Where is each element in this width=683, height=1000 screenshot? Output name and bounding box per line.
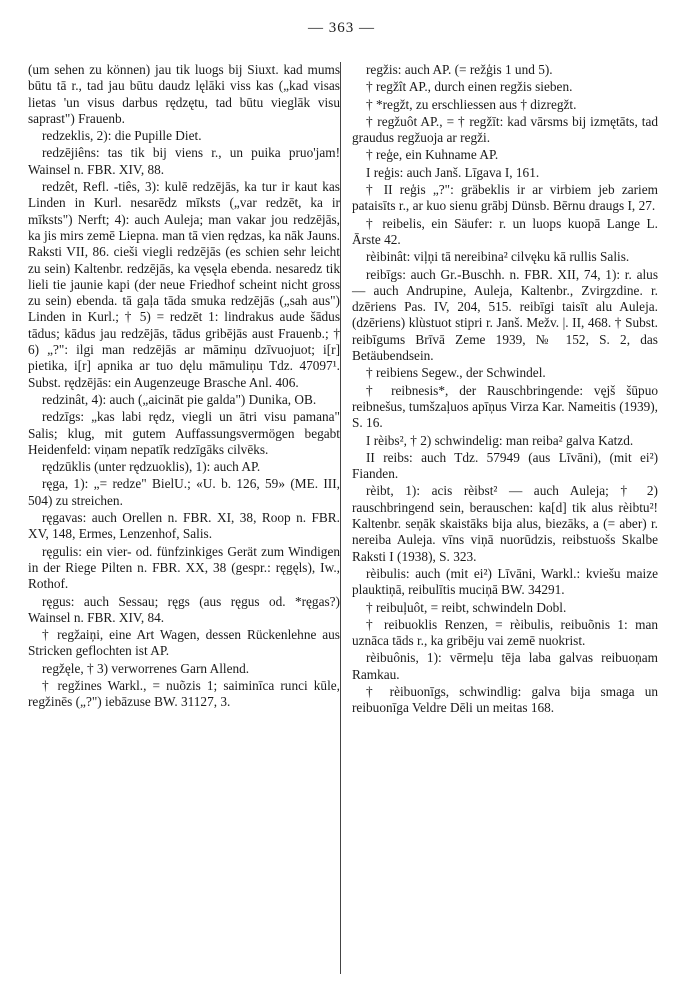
dictionary-entry: redzinât, 4): auch („aicināt pie galda") Dunika, OB.	[42, 391, 317, 407]
dictionary-entry: ręgus: auch Sessau; ręgs (aus ręgus od. *ręgas?) Wainsel n. FBR. XIV, 84.	[28, 593, 340, 625]
dictionary-entry: † reibnesis*, der Rauschbringende: vęjš šūpuo reibnešus, tumšzaļuos apīņus Virza Kar. Nameitis (1939), S. 16.	[352, 382, 658, 431]
dictionary-entry: redzeklis, 2): die Pupille Diet.	[42, 128, 202, 144]
dictionary-entry: regžęle, † 3) verworrenes Garn Allend.	[42, 660, 250, 676]
dictionary-entry: rędzūklis (unter rędzuoklis), 1): auch AP.	[42, 459, 261, 475]
dictionary-entry: † reibuoklis Renzen, = rèibulis, reibuõnis 1: man uznāca tāds r., ka gribēju vai zemē nuokrist.	[352, 616, 658, 649]
dictionary-entry: (um sehen zu können) jau tik luogs bij Siuxt. kad mums būtu tā r., tad jau būtu daudz lęlāki viss kas („kad visas lietas 'un visus darbus rędzętu, tad būtu vieglāk visu saprast") Frauenb.	[28, 62, 340, 126]
dictionary-entry: ręgulis: ein vier- od. fünfzinkiges Gerät zum Windigen in der Riege Pilten n. FBR. XX, 38 (gespr.: ręgęls), Iw., Rothof.	[28, 543, 340, 592]
dictionary-entry: rèibinât: viļņi tā nereibina² cilvęku kā rullis Salis.	[366, 249, 630, 265]
dictionary-entry: rèibt, 1): acis rèibst² — auch Auleja; † 2) rauschbringend sein, berauschen: ka[d] tik alus rèibtu²! Kaltenbr. seņāk skaistāks bija alus, biezāks, a (= aber) r. nereiba Auleja. vīns viņā nuorūdzis, reibstuošs Skalbe Raksti I (1938), S. 323.	[352, 483, 658, 564]
dictionary-entry: † reibelis, ein Säufer: r. un luops kuopā Lange L. Ārste 42.	[352, 215, 658, 247]
dictionary-entry: reibīgs: auch Gr.-Buschh. n. FBR. XII, 74, 1): r. alus — auch Andrupine, Auleja, Kaltenbr., Zvirgzdine. r. dzēriens Pas. IV, 204, 515. reibīgi taisīt alu Auleja. (dzēriens) klùstuot stipri r. Janš. Mežv. |. II, 468. † Subst. reibīgums Brīvā Zeme 1939, № 152, S. 2, das Betäubendsein.	[352, 266, 658, 364]
dictionary-entry: † reibuļuôt, = reibt, schwindeln Dobl.	[366, 599, 567, 615]
dictionary-entry: regžis: auch AP. (= režģis 1 und 5).	[366, 62, 553, 77]
dictionary-entry: † rèibuonīgs, schwindlig: galva bija smaga un reibuonīga Veldre Dēli un meitas 168.	[352, 683, 658, 716]
dictionary-entry: † II reģis „?": gräbeklis ir ar virbiem jeb zariem pataisīts r., ar kuo sienu grābj Dünsb. Bērnu draugs I, 27.	[352, 182, 658, 214]
dictionary-entry: rèibuônis, 1): vērmeļu tēja laba galvas reibuoņam Ramkau.	[352, 650, 658, 682]
dictionary-entry: † regžines Warkl., = nuõzis 1; saiminīca runci kūle, regžinēs („?") iebāzuse BW. 31127, 3.	[28, 677, 340, 710]
dictionary-entry: ręga, 1): „= redze" BielU.; «U. b. 126, 59» (ME. III, 504) zu streichen.	[28, 476, 340, 508]
dictionary-entry: redzējiêns: tas tik bij viens r., un puika pruo'jam! Wainsel n. FBR. XIV, 88.	[28, 145, 340, 177]
dictionary-entry: I reģis: auch Janš. Līgava I, 161.	[366, 164, 540, 180]
dictionary-entry: redzêt, Refl. -tiês, 3): kulē redzējās, ka tur ir kaut kas Linden in Kurl. nesarēdz mīksts („var redzēt, ka ir mīksts") Nerft; 4): auch Auleja; man vakar jou redzējās, ka jis mirs zemē Liepna. man tā vien rędzas, ka nāk Jauns. Raksti VII, 86. cieši viegli redzējās (es schien sehr leicht zu sein) Kaltenbr. redzējās, ka vęsęla ebenda. nesaredz tik lieli tie jaunie kapi (der neue Friedhof scheint nicht gross zu sein) ebenda. tā gaļa tāda smuka redzējās („sah aus") Linden in Kurl.; † 5) = redzēt 1: lindrakus aude šādus tādus; kādus jau redzējās, tādus gribējās aust Frauenb.; † 6) „?": ilgi man redzējās ar māmiņu dzīvuojuot; i[r] pietika, i[r] apnika ar tuo dęlu māmuliņu Tdz. 47097¹. Subst. rędzējās: ein Augenzeuge Brasche Anl. 406.	[28, 179, 340, 390]
dictionary-entry: † *regžt, zu erschliessen aus † dizregžt.	[366, 96, 577, 112]
dictionary-entry: I rèibs², † 2) schwindelig: man reiba² galva Katzd.	[366, 432, 634, 448]
right-column	[352, 62, 658, 718]
dictionary-entry: rèibulis: auch (mit ei²) Līvāni, Warkl.: kviešu maize plauktiņā, reibulītis muciņā BW. 34291.	[352, 565, 658, 598]
dictionary-entry: † reibiens Segew., der Schwindel.	[366, 365, 546, 381]
page-number: — 363 —	[308, 20, 375, 36]
dictionary-entry: † regžuôt AP., = † regžīt: kad vārsms bij izmętāts, tad graudus regžuoja ar regži.	[352, 113, 658, 146]
dictionary-entry: ręgavas: auch Orellen n. FBR. XI, 38, Roop n. FBR. XV, 148, Ermes, Lenzenhof, Salis.	[28, 510, 340, 542]
dictionary-entry: † regžît AP., durch einen regžis sieben.	[366, 79, 573, 95]
dictionary-entry: II reibs: auch Tdz. 57949 (aus Līvāni), (mit ei²) Fianden.	[352, 449, 658, 482]
dictionary-entry: redzīgs: „kas labi rędz, viegli un ātri visu pamana" Salis; klug, mit gutem Auffassungsvermögen begabt Heidenfeld: viņam nepatīk redzīgāks cilvēks.	[28, 409, 340, 457]
dictionary-entry: † regžaiņi, eine Art Wagen, dessen Rückenlehne aus Stricken geflochten ist AP.	[28, 627, 340, 659]
dictionary-entry: † reģe, ein Kuhname AP.	[366, 147, 499, 163]
column-divider	[340, 62, 341, 974]
left-column	[28, 62, 340, 712]
